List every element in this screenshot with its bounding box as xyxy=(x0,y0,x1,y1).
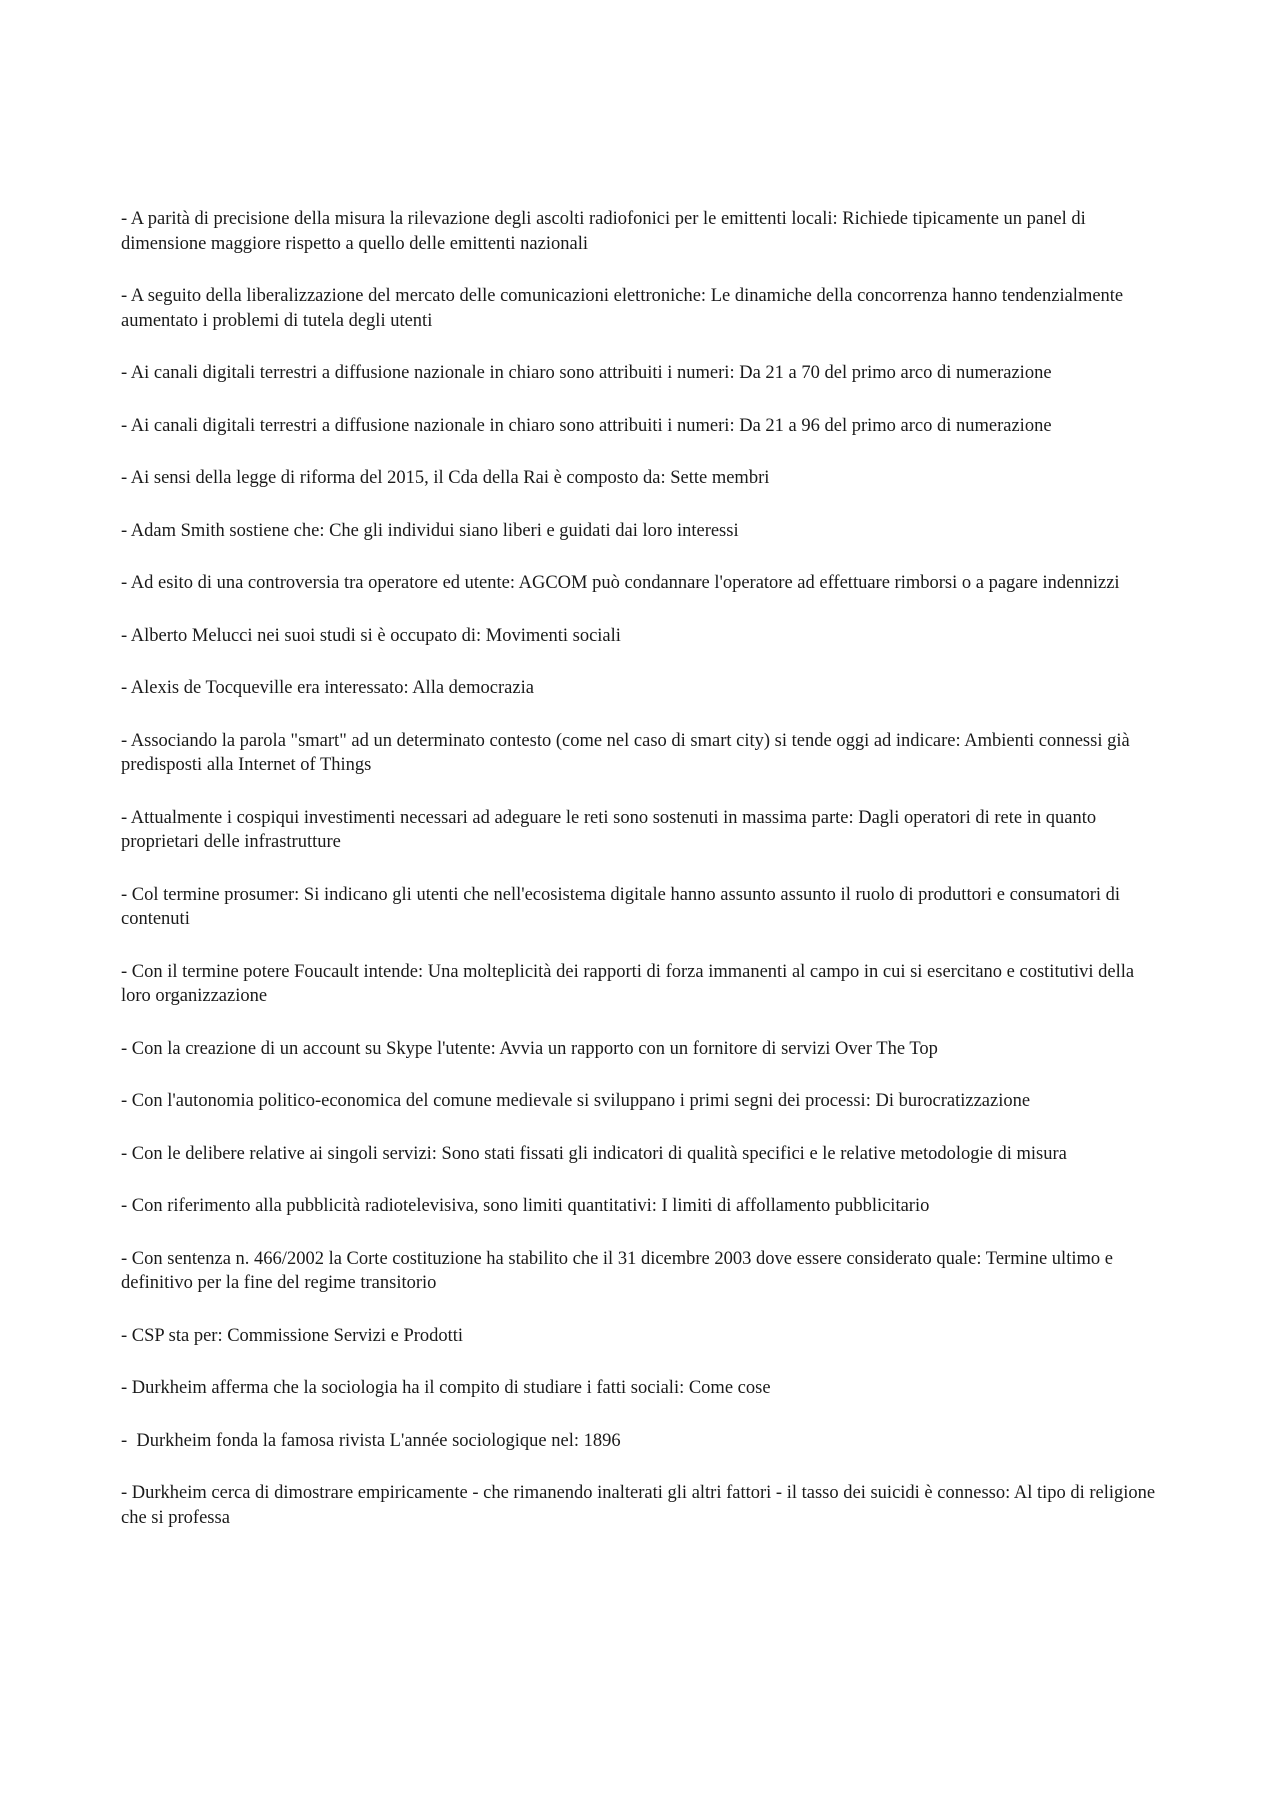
list-item: - A seguito della liberalizzazione del mercato delle comunicazioni elettroniche: Le dinamiche della concorrenza hanno tendenzialmente aumentato i problemi di tutela degli utenti xyxy=(121,286,1128,331)
list-item: - Con le delibere relative ai singoli servizi: Sono stati fissati gli indicatori di qualità specifici e le relative metodologie di misura xyxy=(121,1143,1067,1164)
list-item: - Durkheim cerca di dimostrare empiricamente - che rimanendo inalterati gli altri fattori - il tasso dei suicidi è connesso: Al tipo di religione che si professa xyxy=(121,1483,1160,1528)
list-item: - Con l'autonomia politico-economica del comune medievale si sviluppano i primi segni dei processi: Di burocratizzazione xyxy=(121,1091,1031,1111)
list-item: - Con sentenza n. 466/2002 la Corte costituzione ha stabilito che il 31 dicembre 2003 dove essere considerato quale: Termine ultimo e definitivo per la fine del regime transitorio xyxy=(121,1248,1118,1293)
list-item: - Con il termine potere Foucault intende: Una molteplicità dei rapporti di forza immanenti al campo in cui si esercitano e costitutivi della loro organizzazione xyxy=(121,961,1139,1006)
list-item: - Attualmente i cospiqui investimenti necessari ad adeguare le reti sono sostenuti in massima parte: Dagli operatori di rete in quanto proprietari delle infrastrutture xyxy=(121,807,1101,852)
entry-list xyxy=(121,207,1166,1558)
list-item: - Col termine prosumer: Si indicano gli utenti che nell'ecosistema digitale hanno assunto assunto il ruolo di produttori e consumatori di contenuti xyxy=(121,884,1125,929)
list-item: - Adam Smith sostiene che: Che gli individui siano liberi e guidati dai loro interessi xyxy=(121,520,739,541)
list-item: - Con riferimento alla pubblicità radiotelevisiva, sono limiti quantitativi: I limiti di affollamento pubblicitario xyxy=(121,1196,930,1216)
list-item: - Ad esito di una controversia tra operatore ed utente: AGCOM può condannare l'operatore ad effettuare rimborsi o a pagare indennizzi xyxy=(121,573,1120,593)
list-item: - CSP sta per: Commissione Servizi e Prodotti xyxy=(121,1325,464,1346)
list-item: - Ai sensi della legge di riforma del 2015, il Cda della Rai è composto da: Sette membri xyxy=(121,468,770,488)
list-item: - Alexis de Tocqueville era interessato: Alla democrazia xyxy=(121,678,534,698)
list-item: - Ai canali digitali terrestri a diffusione nazionale in chiaro sono attribuiti i numeri: Da 21 a 96 del primo arco di numerazione xyxy=(121,415,1052,436)
list-item: - Associando la parola "smart" ad un determinato contesto (come nel caso di smart city) si tende oggi ad indicare: Ambienti connessi già predisposti alla Internet of Things xyxy=(121,730,1135,775)
list-item: - Alberto Melucci nei suoi studi si è occupato di: Movimenti sociali xyxy=(121,625,621,646)
list-item: - Ai canali digitali terrestri a diffusione nazionale in chiaro sono attribuiti i numeri: Da 21 a 70 del primo arco di numerazione xyxy=(121,363,1052,383)
list-item: - A parità di precisione della misura la rilevazione degli ascolti radiofonici per le emittenti locali: Richiede tipicamente un panel di dimensione maggiore rispetto a quello delle emittenti nazionali xyxy=(121,209,1091,254)
list-item: - Durkheim afferma che la sociologia ha il compito di studiare i fatti sociali: Come cose xyxy=(121,1378,771,1398)
list-item: - Con la creazione di un account su Skype l'utente: Avvia un rapporto con un fornitore di servizi Over The Top xyxy=(121,1038,938,1059)
list-item: - Durkheim fonda la famosa rivista L'année sociologique nel: 1896 xyxy=(121,1430,621,1451)
